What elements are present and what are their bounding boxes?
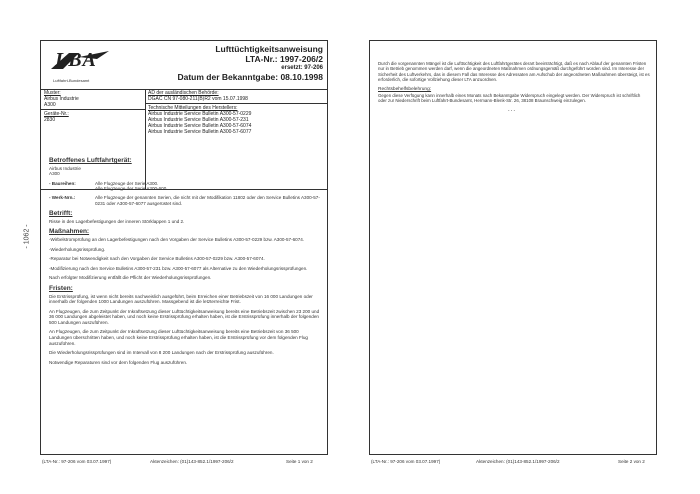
logo-subtitle: Luftfahrt-Bundesamt <box>53 78 90 83</box>
muster-line: A300 <box>44 102 56 108</box>
deadline-item: An Flugzeugen, die zum Zeitpunkt der Inkraftsetzung dieser Lufttüchtigkeitsanweisung bereits eine Betriebszeit zwischen 23 200 und 36 000 Landungen abgeleistet haben, und noch keine Erstrissprüfung erhalten haben, ist die Erstrissprüfung innerhalb der folgenden 500 Landungen auszuführen. <box>49 308 320 325</box>
page2-footer-right: Seite 2 von 2 <box>618 459 645 464</box>
measure-item: -Reparatur bei Notwendigkeit nach den Vorgaben der Service Bulletins A300-57-0229 bzw. A300-57-6074. <box>49 256 265 262</box>
deadline-item: An Flugzeugen, die zum Zeitpunkt der Inkraftsetzung dieser Lufttüchtigkeitsanweisung bereits eine Betriebszeit von 36 500 Landungen überschritten haben, und noch keine Erstrissprüfung erhalten haben, ist die Erstrissprüfung vor dem folgenden Flug auszuführen. <box>49 329 308 346</box>
section-heading: Rechtsbehelfsbelehrung: <box>378 86 432 92</box>
replaces-number: ersetzt: 97-206 <box>281 65 323 71</box>
section-heading: Betrifft: <box>49 210 73 218</box>
behoerde-value: DGAC CN 97-080-211(B)R2 vom 15.07.1998 <box>148 96 248 102</box>
side-page-number: - 1062 - <box>23 224 31 249</box>
service-bulletin: Airbus Industrie Service Bulletin A300-57-6074 <box>148 123 252 129</box>
deadline-item: Die Erstrissprüfung, ist wenn nicht bereits nachweislich ausgeführt, beim Erreichen einer Betriebszeit von 16 000 Landungen oder innerhalb der folgenden 1000 Landungen auszuführen. Massgebend ist die letzterreichte Frist. <box>49 293 313 305</box>
geraete-cell <box>41 110 145 124</box>
aircraft-lines: Airbus Industrie A300 <box>49 165 81 177</box>
ellipsis: ... <box>508 106 517 113</box>
section-heading: Maßnahmen: <box>49 228 90 236</box>
behoerde-cell <box>145 89 327 103</box>
page1-footer-left: (LTA-Nr.: 97-206 vom 03.07.1997) <box>42 459 112 464</box>
document-title: Lufttüchtigkeitsanweisung <box>215 44 323 54</box>
section-heading: Betroffenes Luftfahrtgerät: <box>49 157 132 164</box>
page-header <box>41 41 327 90</box>
werknr-row: - Werk-Nrn.: Alle Flugzeuge der genannten Serien, die nicht mit der Modifikation 11802 oder den Service Bulletins A300-57-0231 oder A300-57-6077 ausgerüstet sind. <box>49 194 320 206</box>
intro-paragraph: Durch die vorgenannten Mängel ist die Lufttüchtigkeit des Luftfahrtgerätes derart beeinträchtigt, daß es nach Ablauf der genannten Fristen nur in Betrieb genommen werden darf, wenn die angeordneten Maßnahmen ordnungsgemäß durchgeführt worden sind. Im Interesse der Sicherheit des Luftverkehrs, das in diesem Fall das Interesse des Adressaten am Aufschub der angeordneten Maßnahmen übersteigt, ist es erforderlich, die sofortige Vollziehung dieser LTA anzuordnen. <box>378 61 650 83</box>
muster-line: Airbus Industrie <box>44 96 79 102</box>
page1-footer-middle: Aktenzeichen: (01)143-852.1/1997-206/2 <box>150 459 234 464</box>
measure-item: -Modifizierung nach den Service Bulletins A300-57-231 bzw. A300-57-6077 als Alternative zu den Wiederholungsrissprüfungen. <box>49 265 308 271</box>
header-info <box>177 44 323 82</box>
service-bulletin: Airbus Industrie Service Bulletin A300-57-231 <box>148 117 249 123</box>
section-heading: Fristen: <box>49 284 73 292</box>
muster-label: Muster: <box>44 90 61 96</box>
measure-item: -Wirbelstromprüfung an den Lagerbefestigungen nach den Vorgaben der Service Bulletins A300-57-0229 bzw. A300-57-6074. <box>49 236 305 242</box>
behoerde-label: AD der ausländischen Behörde: <box>148 90 219 96</box>
measure-item: -Wiederholungsrissprüfung. <box>49 246 106 252</box>
announcement-date: Datum der Bekanntgabe: 08.10.1998 <box>177 72 323 82</box>
geraete-label: Geräte-Nr.: <box>44 111 69 117</box>
technische-cell <box>145 104 327 136</box>
baureihen-row: - Baureihen: Alle Flugzeuge der Serie A300. Alle Flugzeuge der Serie A300-600. <box>49 180 168 192</box>
lta-number: LTA-Nr.: 1997-206/2 <box>245 54 323 64</box>
lba-logo <box>49 47 119 83</box>
page1-footer-right: Seite 1 von 2 <box>286 459 313 464</box>
service-bulletin: Airbus Industrie Service Bulletin A300-57-0229 <box>148 111 252 117</box>
measure-item: Nach erfolgter Modifizierung entfällt die Pflicht der Wiederholungsrissprüfungen. <box>49 275 212 281</box>
muster-cell <box>41 89 145 109</box>
deadline-item: Die Wiederholungsrissprüfungen sind im Intervall von 8 200 Landungen nach der Erstrissprüfung auszuführen. <box>49 350 274 356</box>
page1-body <box>49 153 321 369</box>
logo-text: LBA <box>55 49 97 71</box>
page2-body <box>378 61 650 113</box>
geraete-value: 2830 <box>44 117 56 123</box>
document-page-2 <box>369 40 657 455</box>
page2-footer-left: (LTA-Nr.: 97-206 vom 03.07.1997) <box>371 459 441 464</box>
deadline-item: Notwendige Reparaturen sind vor dem folgenden Flug auszuführen. <box>49 359 188 365</box>
betrifft-text: Risse in den Lagerbefestigungen der inneren Störklappen 1 und 2. <box>49 218 185 224</box>
document-page-1 <box>40 40 328 455</box>
rechtsbehelf-text: Gegen diese Verfügung kann innerhalb eines Monats nach Bekanntgabe Widerspruch eingelegt werden. Der Widerspruch ist schriftlich oder zur Niederschrift beim Luftfahrt-Bundesamt, Hermann-Blenk-Str. 26, 38108 Braunschweig einzulegen. <box>378 93 641 104</box>
page2-footer-middle: Aktenzeichen: (01)143-852.1/1997-206/2 <box>476 459 560 464</box>
service-bulletin: Airbus Industrie Service Bulletin A300-57-6077 <box>148 129 252 135</box>
technische-label: Technische Mitteilungen des Herstellers: <box>148 105 238 111</box>
